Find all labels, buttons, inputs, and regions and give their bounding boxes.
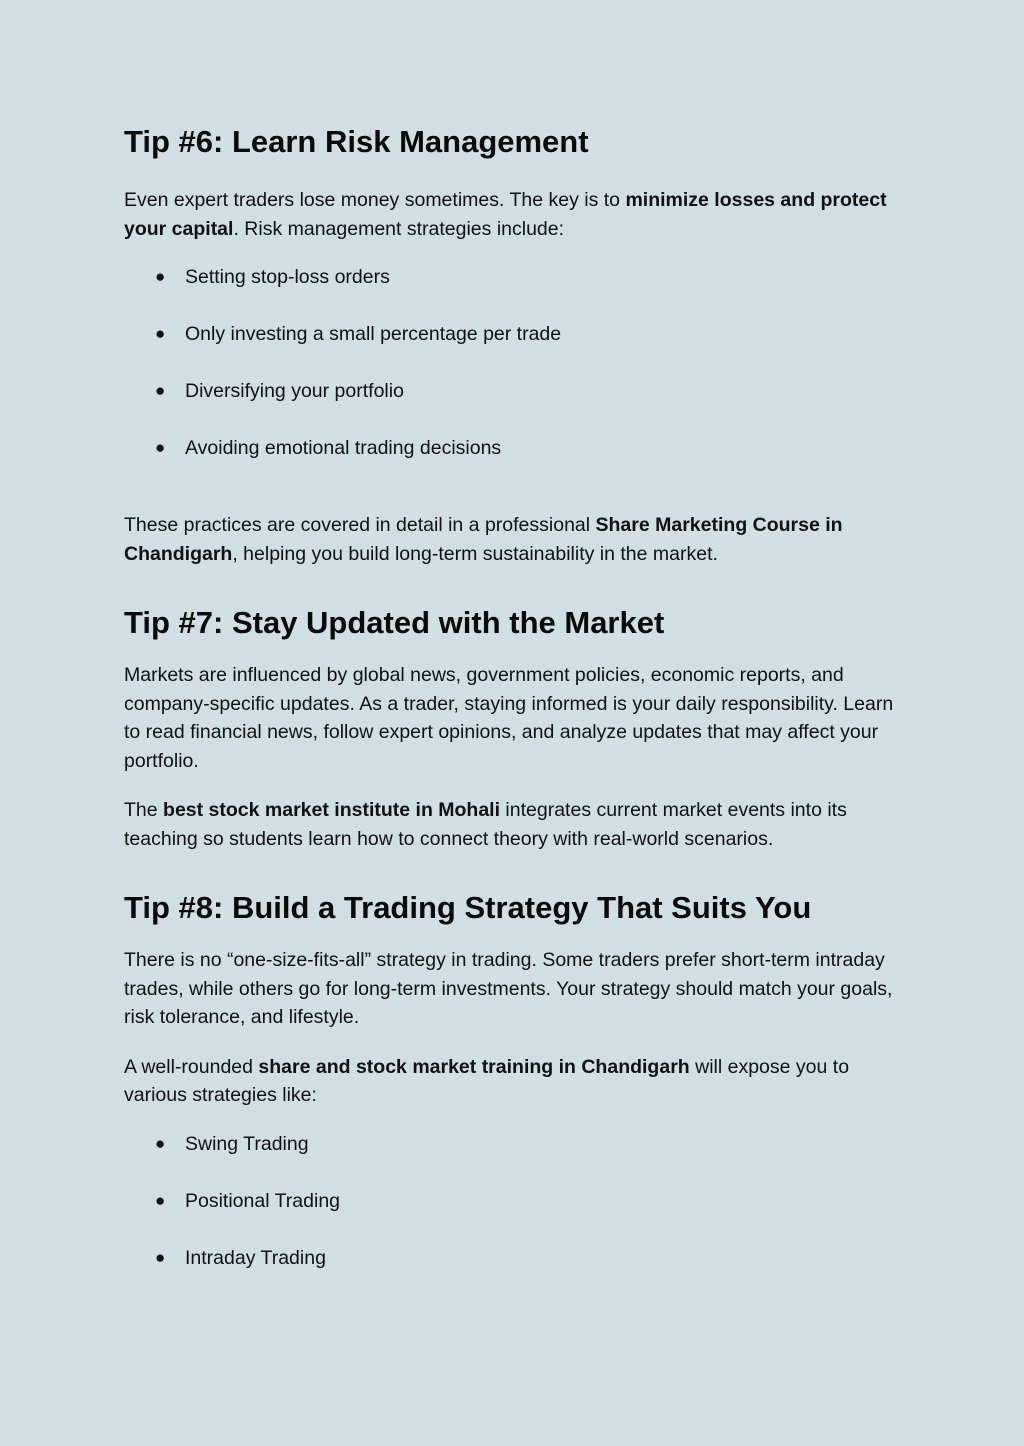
tip7-para2-text-end: integrates current market events into its teaching so students learn how to connect theory with real-world scenarios. [124,799,847,850]
tip6-intro-bold: minimize losses and protect your capital [124,189,887,240]
tip8-paragraph-2 [124,1053,894,1110]
list-item-text: Swing Trading [185,1132,309,1155]
tip6-outro-bold: Share Marketing Course in Chandigarh [124,514,843,565]
tip7-para2-bold: best stock market institute in Mohali [163,799,501,821]
list-item-text: Only investing a small percentage per trade [185,323,562,345]
list-item [124,1130,894,1158]
list-item [124,263,894,291]
list-item-text: Avoiding emotional trading decisions [185,437,502,459]
bullet-icon: ● [155,1190,166,1210]
list-item [124,434,894,462]
tip7-heading: Tip #7: Stay Updated with the Market [124,605,665,640]
bullet-icon: ● [155,1247,166,1267]
tip6-heading: Tip #6: Learn Risk Management [124,124,589,159]
tip6-outro [124,511,894,568]
tip6-outro-text-end: , helping you build long-term sustainability in the market. [232,542,718,565]
list-item [124,377,894,405]
tip8-para2-text: A well-rounded [124,1055,259,1078]
tip8-paragraph-1: There is no “one-size-fits-all” strategy in trading. Some traders prefer short-term intraday trades, while others go for long-term investments. Your strategy should match your goals, risk tolerance, and lifestyle. [124,949,893,1028]
tip6-outro-text: These practices are covered in detail in a professional [124,514,596,536]
list-item-text: Setting stop-loss orders [185,266,390,288]
list-item [124,1187,894,1215]
tip7-para2-text: The [124,799,164,821]
tip7-paragraph-1: Markets are influenced by global news, government policies, economic reports, and company-specific updates. As a trader, staying informed is your daily responsibility. Learn to read financial news, follow expert opinions, and analyze updates that may affect your portfolio. [124,664,894,772]
tip6-intro-text: Even expert traders lose money sometimes. The key is to [124,189,626,211]
bullet-icon: ● [155,324,166,343]
list-item [124,1244,894,1272]
document-content [124,122,894,1272]
bullet-icon: ● [155,1133,166,1153]
tip8-para2-text-end: will expose you to various strategies like: [124,1055,850,1106]
tip6-intro [124,186,894,243]
bullet-icon: ● [155,267,166,286]
tip6-intro-text-end: . Risk management strategies include: [233,217,565,240]
tip7-paragraph-2 [124,796,894,853]
list-item [124,320,894,348]
risk-strategies-list [124,263,894,462]
trading-strategies-list [124,1130,894,1272]
list-item-text: Intraday Trading [185,1246,326,1269]
list-item-text: Diversifying your portfolio [185,380,404,402]
bullet-icon: ● [155,438,166,457]
tip8-heading: Tip #8: Build a Trading Strategy That Suits You [124,890,812,925]
list-item-text: Positional Trading [185,1189,341,1212]
tip8-para2-bold: share and stock market training in Chandigarh [258,1055,690,1078]
bullet-icon: ● [155,381,166,400]
